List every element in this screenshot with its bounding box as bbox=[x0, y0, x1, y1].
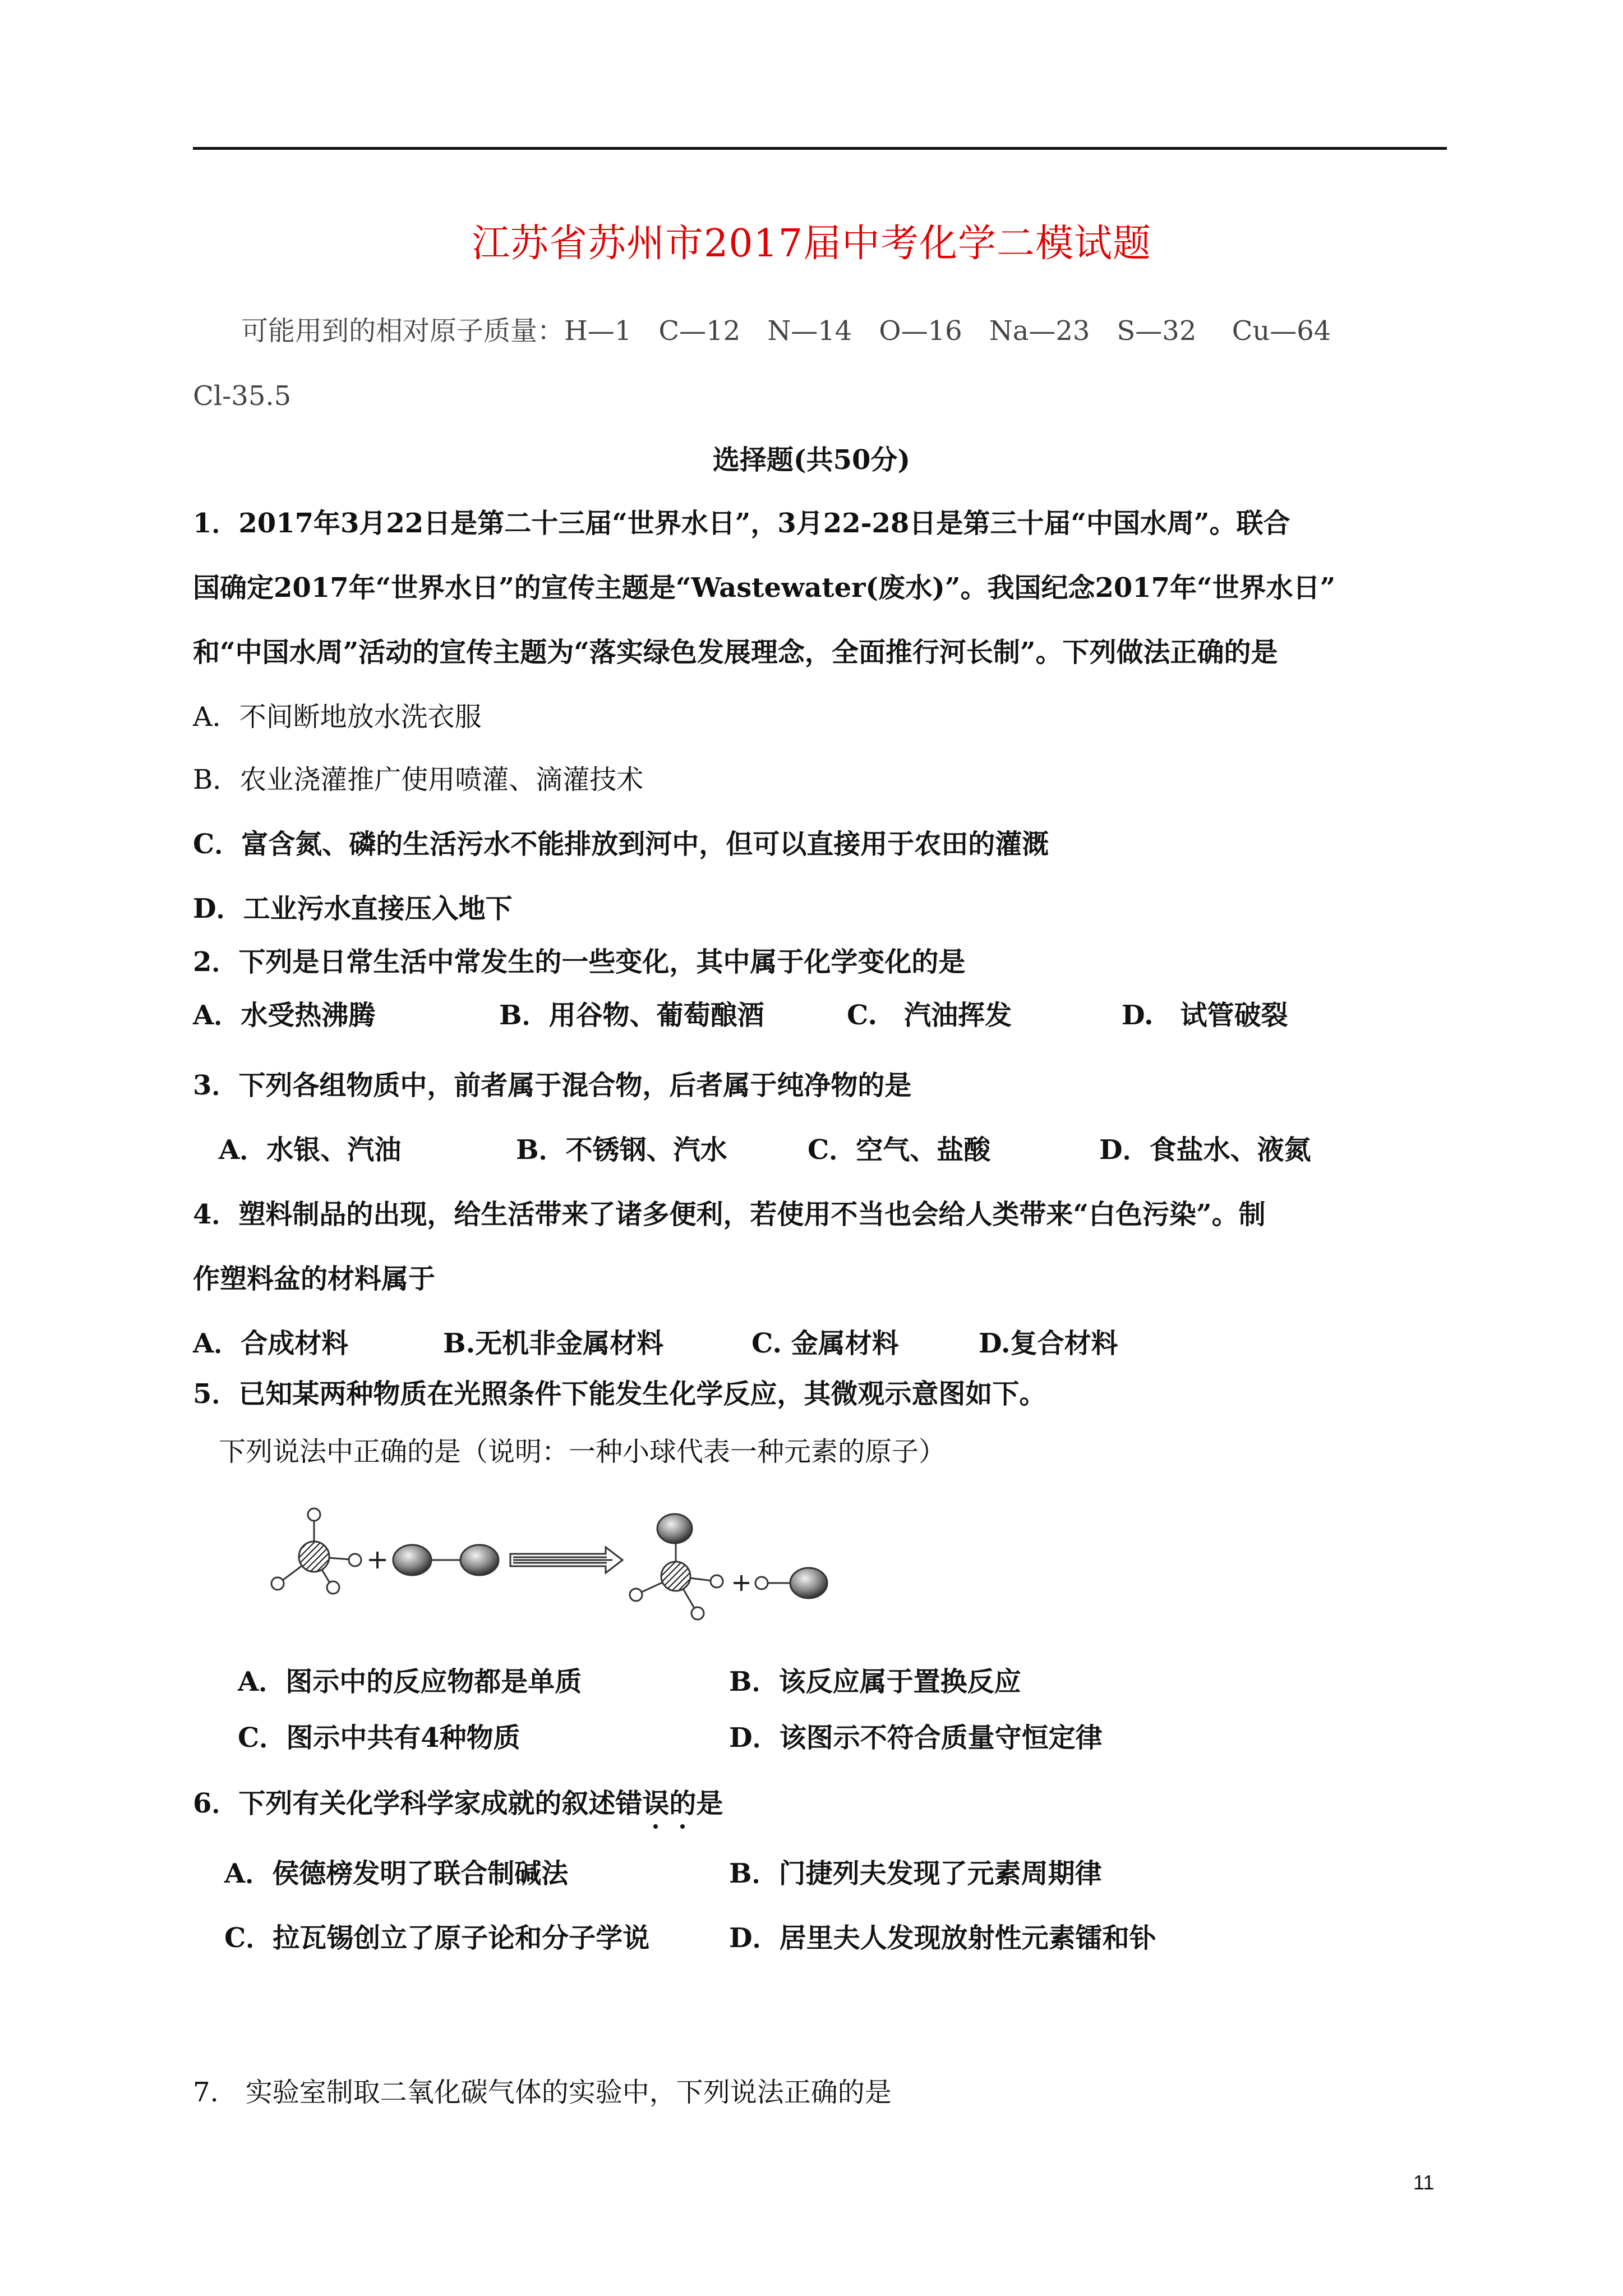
q4-option-a: A．合成材料 bbox=[193, 1328, 349, 1359]
q1-line-2: 国确定2017年“世界水日”的宣传主题是“Wastewater(废水)”。我国纪念2017年“世界水日” bbox=[193, 572, 1336, 604]
q1-option-d: D．工业污水直接压入地下 bbox=[193, 893, 513, 924]
methane-molecule bbox=[271, 1508, 361, 1594]
q3-option-d: D．食盐水、液氮 bbox=[1099, 1134, 1311, 1166]
q5-option-b: B．该反应属于置换反应 bbox=[729, 1666, 1021, 1697]
page-number: 11 bbox=[1413, 2171, 1435, 2194]
q6-option-a: A．侯德榜发明了联合制碱法 bbox=[224, 1858, 569, 1889]
q6-option-c: C．拉瓦锡创立了原子论和分子学说 bbox=[224, 1922, 650, 1954]
q4-line-1: 4．塑料制品的出现，给生活带来了诸多便利，若使用不当也会给人类带来“白色污染”。制 bbox=[193, 1199, 1266, 1230]
reaction-arrow bbox=[510, 1547, 623, 1573]
q1-option-b: B．农业浇灌推广使用喷灌、滴灌技术 bbox=[193, 764, 644, 795]
emphasis-dot bbox=[680, 1824, 685, 1829]
q5-option-d: D．该图示不符合质量守恒定律 bbox=[729, 1722, 1103, 1754]
q3-option-b: B．不锈钢、汽水 bbox=[516, 1134, 727, 1166]
q3-option-a: A．水银、汽油 bbox=[219, 1134, 402, 1166]
q2-option-c: C. 汽油挥发 bbox=[847, 1000, 1012, 1031]
q1-option-c: C．富含氮、磷的生活污水不能排放到河中，但可以直接用于农田的灌溉 bbox=[193, 829, 1049, 860]
q3-stem: 3．下列各组物质中，前者属于混合物，后者属于纯净物的是 bbox=[193, 1070, 912, 1101]
q2-option-a: A．水受热沸腾 bbox=[193, 1000, 376, 1031]
atomic-mass-line-1: 可能用到的相对原子质量：H—1 C—12 N—14 O—16 Na—23 S—32 Cu—64 bbox=[241, 315, 1331, 347]
q4-line-2: 作塑料盆的材料属于 bbox=[193, 1263, 436, 1295]
q4-option-b: B.无机非金属材料 bbox=[443, 1328, 664, 1359]
q4-option-d: D.复合材料 bbox=[979, 1328, 1118, 1359]
q7-stem: 7. 实验室制取二氧化碳气体的实验中，下列说法正确的是 bbox=[193, 2077, 892, 2108]
q5-option-c: C．图示中共有4种物质 bbox=[238, 1722, 520, 1754]
q6-option-d: D．居里夫人发现放射性元素镭和钋 bbox=[729, 1922, 1156, 1954]
reaction-diagram bbox=[264, 1503, 869, 1655]
q6-stem: 6．下列有关化学科学家成就的叙述错误的是 bbox=[193, 1788, 723, 1819]
q3-option-c: C．空气、盐酸 bbox=[808, 1134, 991, 1166]
page-title: 江苏省苏州市2017届中考化学二模试题 bbox=[471, 222, 1152, 266]
plus-sign-2 bbox=[734, 1575, 749, 1591]
atomic-mass-line-2: Cl-35.5 bbox=[193, 380, 292, 412]
header-rule bbox=[193, 147, 1447, 150]
chlorine-molecule bbox=[393, 1545, 499, 1575]
q1-line-3: 和“中国水周”活动的宣传主题为“落实绿色发展理念，全面推行河长制”。下列做法正确的是 bbox=[193, 637, 1278, 668]
q5-option-a: A．图示中的反应物都是单质 bbox=[238, 1666, 582, 1697]
q5-line-2: 下列说法中正确的是（说明：一种小球代表一种元素的原子） bbox=[219, 1436, 946, 1467]
q1-line-1: 1．2017年3月22日是第二十三届“世界水日”，3月22-28日是第三十届“中国水周”。联合 bbox=[193, 508, 1290, 539]
hydrogen-chloride-molecule bbox=[755, 1568, 827, 1598]
section-heading: 选择题(共50分) bbox=[712, 444, 911, 476]
q2-stem: 2．下列是日常生活中常发生的一些变化，其中属于化学变化的是 bbox=[193, 946, 966, 978]
q2-option-d: D. 试管破裂 bbox=[1122, 1000, 1288, 1031]
q5-line-1: 5．已知某两种物质在光照条件下能发生化学反应，其微观示意图如下。 bbox=[193, 1378, 1046, 1410]
q1-option-a: A．不间断地放水洗衣服 bbox=[193, 701, 482, 733]
q2-option-b: B．用谷物、葡萄酿酒 bbox=[499, 1000, 764, 1031]
plus-sign-1 bbox=[369, 1552, 386, 1568]
q4-option-c: C. 金属材料 bbox=[751, 1328, 899, 1359]
emphasis-dot bbox=[653, 1824, 658, 1829]
q6-option-b: B．门捷列夫发现了元素周期律 bbox=[729, 1858, 1102, 1889]
chloromethane-molecule bbox=[630, 1514, 723, 1619]
